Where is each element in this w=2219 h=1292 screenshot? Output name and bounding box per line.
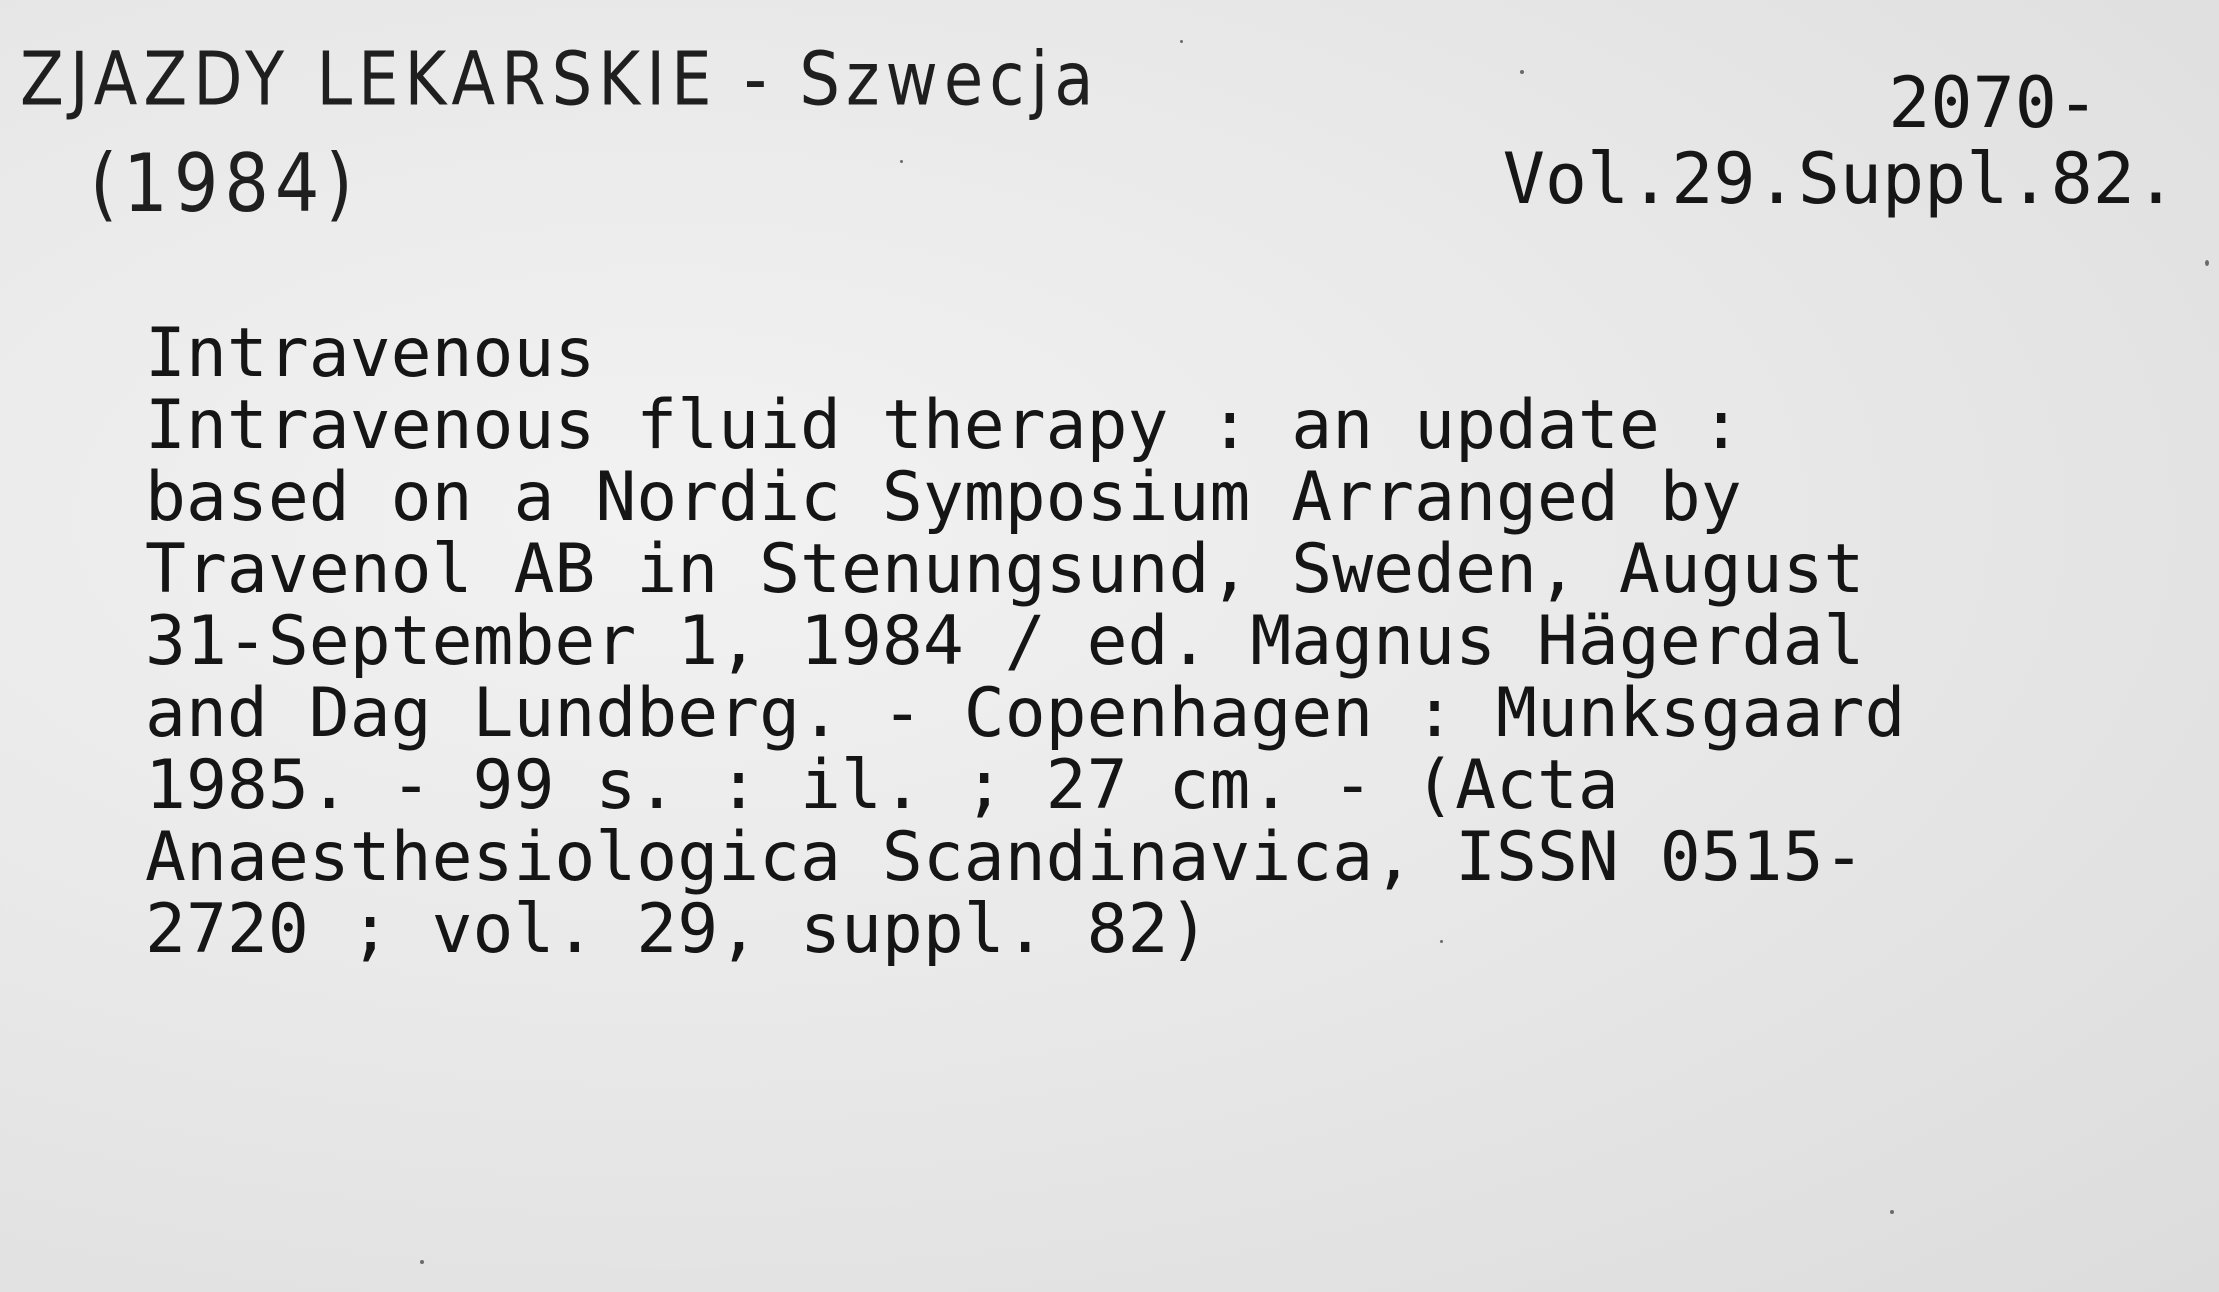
entry-line: and Dag Lundberg. - Copenhagen : Munksgaard [145, 674, 1906, 753]
entry-line: 1985. - 99 s. : il. ; 27 cm. - (Acta [145, 746, 1619, 825]
entry-line: Travenol AB in Stenungsund, Sweden, August [145, 530, 1865, 609]
call-number: 2070- [1888, 62, 2099, 144]
entry-line: Intravenous [145, 314, 596, 393]
entry-line: 2720 ; vol. 29, suppl. 82) [145, 890, 1210, 969]
entry-line: based on a Nordic Symposium Arranged by [145, 458, 1742, 537]
volume-designation: Vol.29.Suppl.82. [1502, 138, 2177, 220]
entry-line: Anaesthesiologica Scandinavica, ISSN 0515- [145, 818, 1865, 897]
year-note: (1984) [90, 136, 359, 231]
speck [1180, 40, 1183, 43]
speck [2205, 260, 2209, 266]
subject-heading: ZJAZDY LEKARSKIE - Szwecja [20, 38, 1100, 124]
bibliographic-entry [145, 314, 2219, 969]
entry-line: Intravenous fluid therapy : an update : [145, 386, 1742, 465]
speck [900, 160, 903, 163]
speck [420, 1260, 424, 1264]
speck [1520, 70, 1524, 74]
speck [1890, 1210, 1894, 1214]
entry-line: 31-September 1, 1984 / ed. Magnus Hägerdal [145, 602, 1865, 681]
